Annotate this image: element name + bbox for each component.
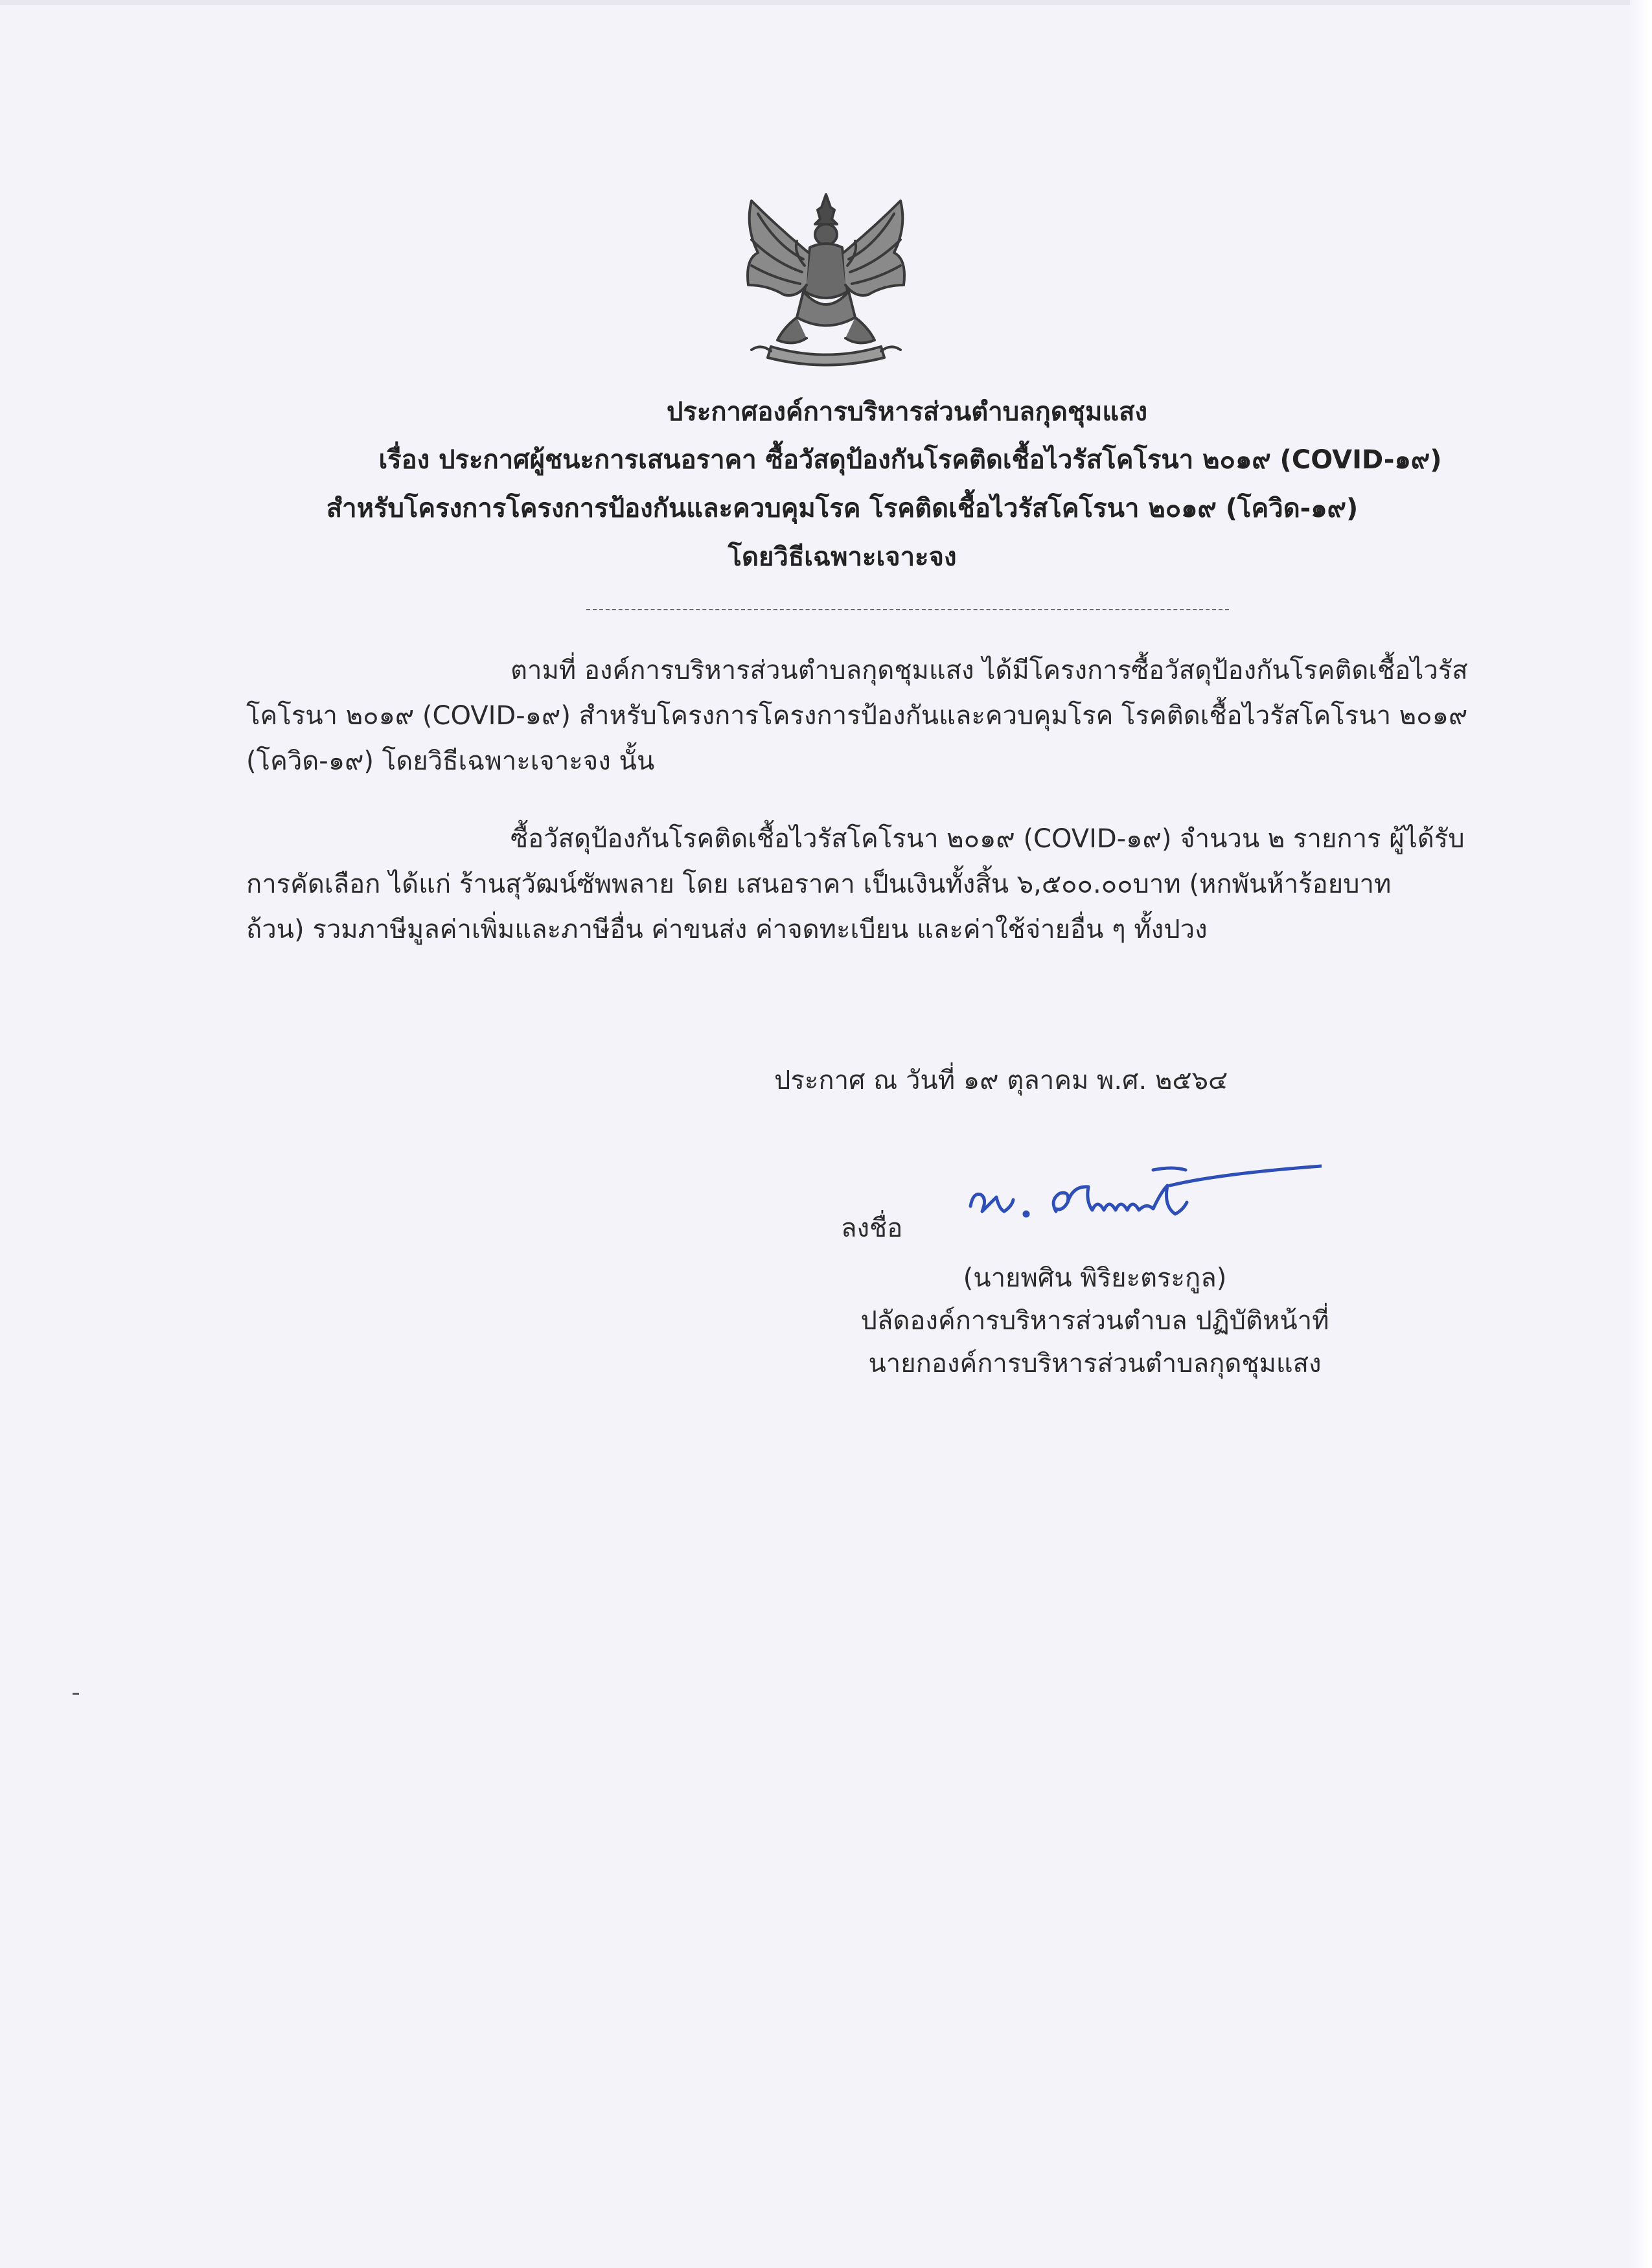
signer-position-acting: นายกองค์การบริหารส่วนตำบลกุดชุมแสง — [868, 1349, 1322, 1379]
separator-line — [586, 609, 1229, 610]
paragraph-line: ตามที่ องค์การบริหารส่วนตำบลกุดชุมแสง ได้มีโครงการซื้อวัสดุป้องกันโรคติดเชื้อไวรัส — [511, 656, 1468, 685]
signature-label: ลงชื่อ — [841, 1213, 903, 1243]
paragraph-award — [246, 816, 1477, 952]
garuda-emblem-icon — [732, 188, 920, 372]
paragraph-line: ถ้วน) รวมภาษีมูลค่าเพิ่มและภาษีอื่น ค่าขนส่ง ค่าจดทะเบียน และค่าใช้จ่ายอื่น ๆ ทั้งปวง — [246, 915, 1208, 945]
signer-position: ปลัดองค์การบริหารส่วนตำบล ปฏิบัติหน้าที่ — [860, 1306, 1329, 1336]
header-title: ประกาศองค์การบริหารส่วนตำบลกุดชุมแสง — [666, 397, 1148, 427]
handwritten-signature — [959, 1147, 1322, 1237]
header-subject: เรื่อง ประกาศผู้ชนะการเสนอราคา ซื้อวัสดุป้องกันโรคติดเชื้อไวรัสโคโรนา ๒๐๑๙ (COVID-๑๙) — [378, 445, 1442, 475]
scan-edge-top — [0, 0, 1652, 5]
paragraph-line: โคโรนา ๒๐๑๙ (COVID-๑๙) สำหรับโครงการโครงการป้องกันและควบคุมโรค โรคติดเชื้อไวรัสโคโรนา ๒๐๑๙ — [246, 701, 1468, 731]
announcement-date: ประกาศ ณ วันที่ ๑๙ ตุลาคม พ.ศ. ๒๕๖๔ — [774, 1066, 1228, 1095]
scan-mark — [73, 1693, 79, 1695]
signer-name: (นายพศิน พิริยะตระกูล) — [963, 1263, 1227, 1293]
paragraph-line: ซื้อวัสดุป้องกันโรคติดเชื้อไวรัสโคโรนา ๒๐๑๙ (COVID-๑๙) จำนวน ๒ รายการ ผู้ได้รับ — [511, 824, 1465, 854]
paragraph-line: (โควิด-๑๙) โดยวิธีเฉพาะเจาะจง นั้น — [246, 746, 655, 776]
paragraph-line: การคัดเลือก ได้แก่ ร้านสุวัฒน์ซัพพลาย โดย เสนอราคา เป็นเงินทั้งสิ้น ๖,๕๐๐.๐๐บาท (หกพันห้าร้อยบาท — [246, 869, 1392, 899]
header-project: สำหรับโครงการโครงการป้องกันและควบคุมโรค โรคติดเชื้อไวรัสโคโรนา ๒๐๑๙ (โควิด-๑๙) — [326, 494, 1359, 523]
header-method: โดยวิธีเฉพาะเจาะจง — [728, 542, 957, 572]
scan-edge-right — [1630, 0, 1652, 2268]
signer-block — [836, 1257, 1354, 1385]
paragraph-background — [246, 648, 1477, 784]
